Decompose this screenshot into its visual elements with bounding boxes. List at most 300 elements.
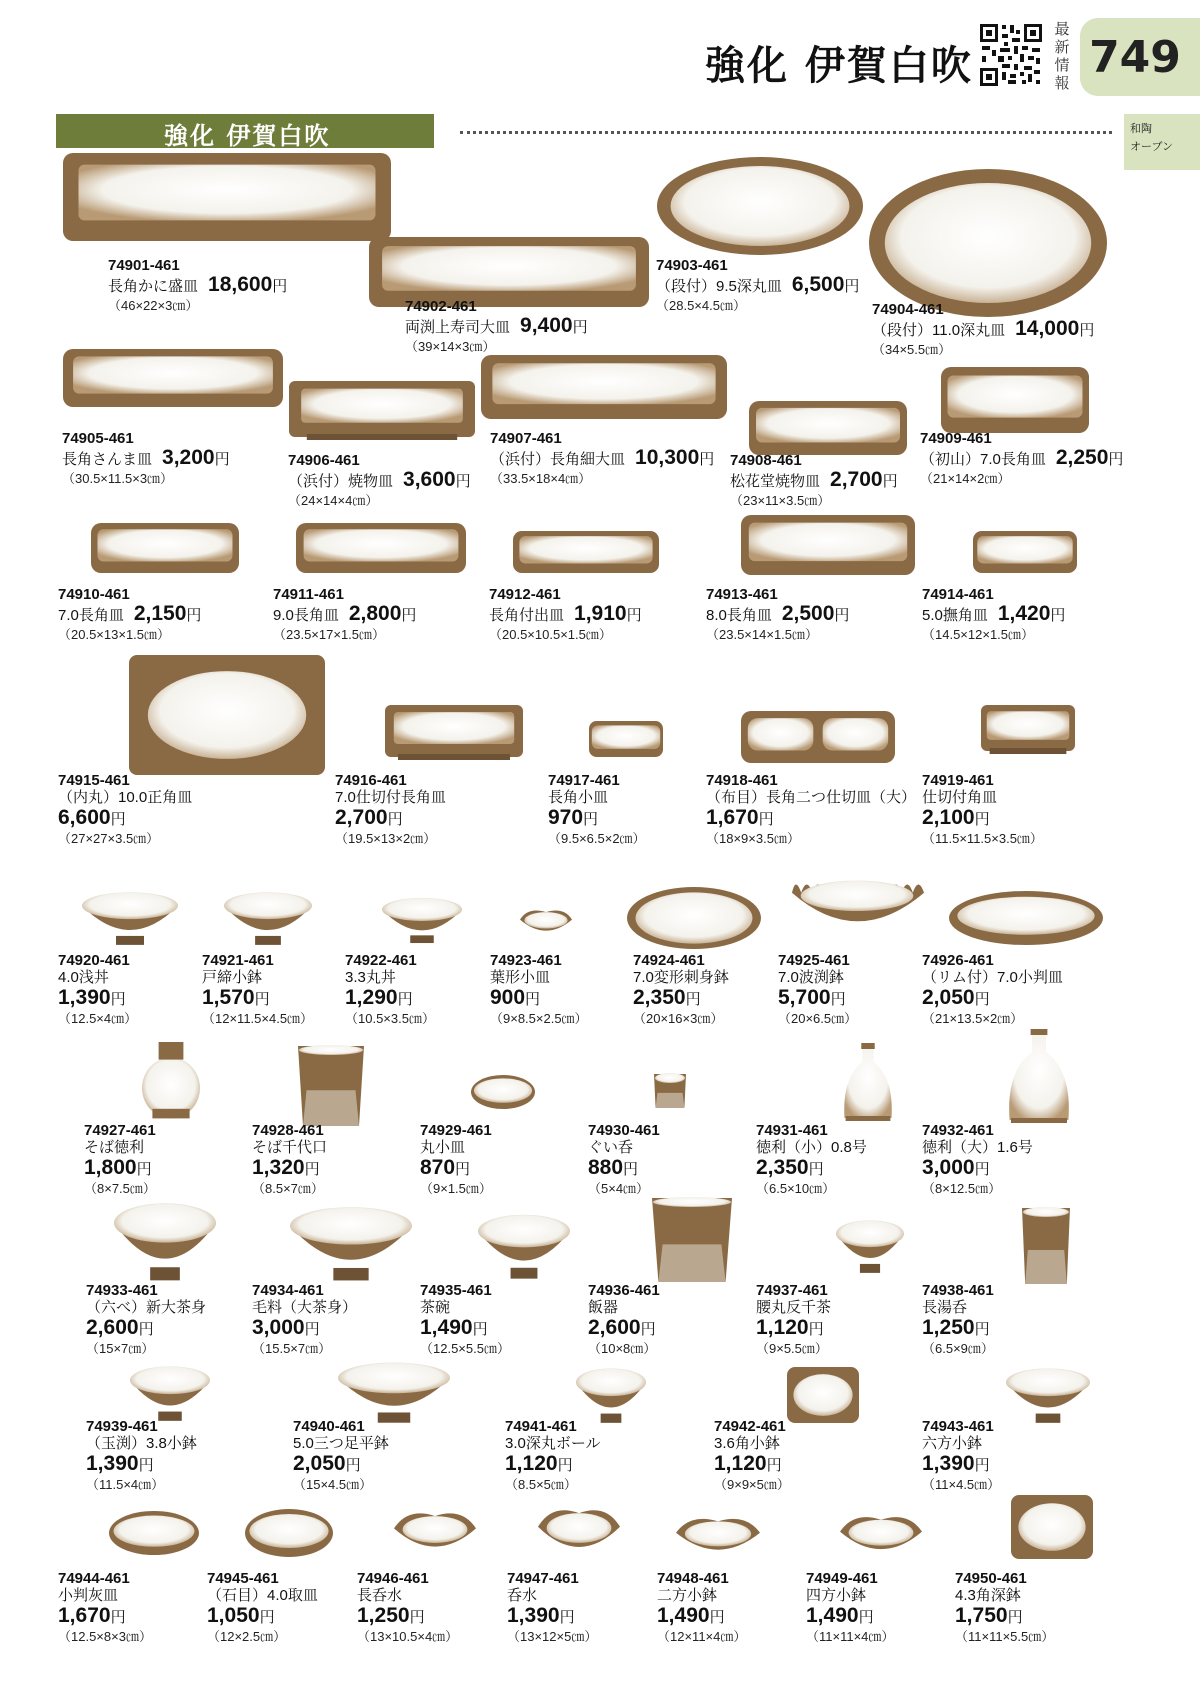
product-name: （浜付）焼物皿: [288, 473, 394, 490]
product-name: 腰丸反千茶: [756, 1299, 832, 1316]
product-name: （リム付）7.0小判皿: [922, 969, 1063, 986]
product-size: （12×2.5㎝）: [207, 1629, 287, 1644]
product-name: （六べ）新大茶身: [86, 1299, 207, 1316]
product-price: [756, 1316, 824, 1339]
product-image: [112, 1200, 218, 1282]
product-code: 74902-461: [405, 298, 477, 315]
product-info: [84, 1122, 156, 1197]
product-price-row: [633, 987, 729, 1011]
product-info: [806, 1570, 894, 1645]
product-price-row: [588, 1317, 660, 1341]
product-code: 74926-461: [922, 952, 994, 969]
product-info: [656, 257, 859, 314]
yen-unit: 円: [1108, 451, 1124, 468]
product-price: [84, 1156, 152, 1179]
product-image: [672, 1512, 764, 1564]
product-info: [207, 1570, 318, 1645]
price-value: 1,490: [420, 1316, 473, 1339]
product-info: [922, 1418, 1000, 1493]
product-code: 74927-461: [84, 1122, 156, 1139]
product-price-row: [922, 1453, 1000, 1477]
product-size: （21×13.5×2㎝）: [922, 1011, 1024, 1026]
product-image: [626, 886, 762, 950]
product-size: （9×8.5×2.5㎝）: [490, 1011, 588, 1026]
yen-unit: 円: [409, 1609, 425, 1626]
product-price-row: [922, 1317, 994, 1341]
product-size: （23.5×17×1.5㎝）: [273, 627, 386, 642]
product-price-row: [252, 1317, 357, 1341]
product-price: [1015, 317, 1094, 340]
product-size: （8.5×5㎝）: [505, 1477, 577, 1492]
yen-unit: 円: [138, 1457, 154, 1474]
product-size: （30.5×11.5×3㎝）: [62, 471, 174, 486]
product-price: [588, 1316, 656, 1339]
product-size: （8×12.5㎝）: [922, 1181, 1002, 1196]
price-value: 1,670: [58, 1604, 111, 1627]
product-price-row: [207, 1605, 318, 1629]
price-value: 1,390: [58, 986, 111, 1009]
price-value: 14,000: [1015, 317, 1080, 340]
product-image: [62, 152, 392, 242]
product-image: [740, 710, 896, 764]
product-code: 74933-461: [86, 1282, 158, 1299]
product-name: 4.3角深鉢: [955, 1587, 1021, 1604]
product-code: 74925-461: [778, 952, 850, 969]
product-name: 7.0長角皿: [58, 607, 124, 624]
product-name-row: [656, 274, 859, 298]
product-size: （9×5.5㎝）: [756, 1341, 828, 1356]
product-code: 74938-461: [922, 1282, 994, 1299]
product-price: [520, 314, 588, 337]
product-info: [288, 452, 471, 509]
product-image: [652, 1072, 688, 1110]
product-size: （15×4.5㎝）: [293, 1477, 373, 1492]
product-size: （9×9×5㎝）: [714, 1477, 790, 1492]
product-code: 74949-461: [806, 1570, 878, 1587]
product-size: （21×14×2㎝）: [920, 471, 1011, 486]
product-price: [58, 1604, 126, 1627]
product-size: （12×11×4㎝）: [657, 1629, 747, 1644]
yen-unit: 円: [1007, 1609, 1023, 1626]
price-value: 2,600: [86, 1316, 139, 1339]
product-code: 74905-461: [62, 430, 134, 447]
product-price-row: [84, 1157, 156, 1181]
product-name: 長角さんま皿: [62, 451, 153, 468]
product-image: [295, 522, 467, 574]
price-value: 1,250: [922, 1316, 975, 1339]
product-code: 74931-461: [756, 1122, 828, 1139]
product-info: [922, 1122, 1033, 1197]
price-value: 6,500: [791, 273, 845, 296]
product-code: 74928-461: [252, 1122, 324, 1139]
product-code: 74924-461: [633, 952, 705, 969]
price-value: 1,750: [955, 1604, 1008, 1627]
product-image: [80, 890, 180, 946]
product-code: 74934-461: [252, 1282, 324, 1299]
product-code: 74937-461: [756, 1282, 828, 1299]
product-image: [650, 1196, 734, 1284]
product-price-row: [756, 1157, 867, 1181]
product-size: （11.5×11.5×3.5㎝）: [922, 831, 1043, 846]
yen-unit: 円: [136, 1161, 152, 1178]
product-price-row: [548, 807, 646, 831]
product-image: [534, 1502, 624, 1564]
product-info: [273, 586, 416, 643]
product-image: [748, 400, 908, 456]
product-size: （12.5×4㎝）: [58, 1011, 138, 1026]
price-value: 1,420: [997, 602, 1051, 625]
product-price-row: [588, 1157, 660, 1181]
product-name: （布目）長角二つ仕切皿（大）: [706, 789, 917, 806]
product-name: 徳利（大）1.6号: [922, 1139, 1033, 1156]
price-value: 1,390: [922, 1452, 975, 1475]
price-value: 5,700: [778, 986, 831, 1009]
product-code: 74906-461: [288, 452, 360, 469]
product-name-row: [920, 447, 1123, 471]
product-image: [62, 348, 284, 408]
product-name: 六方小鉢: [922, 1435, 983, 1452]
price-value: 18,600: [208, 273, 273, 296]
product-image: [980, 704, 1076, 756]
product-name-row: [58, 603, 201, 627]
price-value: 2,700: [830, 468, 883, 491]
product-name: 長角小皿: [548, 789, 609, 806]
product-info: [955, 1570, 1054, 1645]
product-price: [922, 1156, 990, 1179]
product-code: 74944-461: [58, 1570, 130, 1587]
product-price: [420, 1156, 470, 1179]
product-price-row: [58, 807, 192, 831]
product-info: [86, 1418, 197, 1493]
product-price-row: [420, 1157, 492, 1181]
product-code: 74907-461: [490, 430, 562, 447]
price-value: 1,390: [86, 1452, 139, 1475]
product-code: 74941-461: [505, 1418, 577, 1435]
price-value: 2,250: [1055, 446, 1109, 469]
section-banner: 強化 伊賀白吹: [56, 114, 434, 148]
product-name: （初山）7.0長角皿: [920, 451, 1046, 468]
yen-unit: 円: [623, 1161, 639, 1178]
product-info: [108, 257, 287, 314]
product-code: 74916-461: [335, 772, 407, 789]
price-value: 2,050: [293, 1452, 346, 1475]
product-name-row: [62, 447, 230, 471]
product-info: [58, 772, 192, 847]
product-size: （24×14×4㎝）: [288, 493, 379, 508]
price-value: 1,570: [202, 986, 255, 1009]
product-price-row: [922, 807, 1043, 831]
product-name: 長湯呑: [922, 1299, 968, 1316]
price-value: 2,350: [633, 986, 686, 1009]
product-name: 8.0長角皿: [706, 607, 772, 624]
product-price: [507, 1604, 575, 1627]
product-image: [840, 1042, 896, 1122]
price-value: 1,120: [714, 1452, 767, 1475]
yen-unit: 円: [844, 278, 860, 295]
product-price: [922, 986, 990, 1009]
product-info: [252, 1122, 327, 1197]
product-image: [574, 1366, 648, 1424]
product-price: [293, 1452, 361, 1475]
product-size: （20.5×13×1.5㎝）: [58, 627, 171, 642]
product-info: [872, 301, 1094, 358]
product-image: [108, 1510, 200, 1556]
product-price: [252, 1316, 320, 1339]
yen-unit: 円: [626, 607, 642, 624]
product-name: 3.0深丸ボール: [505, 1435, 601, 1452]
product-code: 74919-461: [922, 772, 994, 789]
product-price: [714, 1452, 782, 1475]
product-size: （11×11×4㎝）: [806, 1629, 895, 1644]
product-price: [162, 446, 230, 469]
price-value: 3,000: [252, 1316, 305, 1339]
product-price: [792, 273, 860, 296]
product-name: 仕切付角皿: [922, 789, 998, 806]
product-name: 長呑水: [357, 1587, 403, 1604]
price-value: 900: [490, 986, 526, 1009]
price-value: 2,050: [922, 986, 975, 1009]
product-code: 74948-461: [657, 1570, 729, 1587]
yen-unit: 円: [808, 1321, 824, 1338]
yen-unit: 円: [974, 991, 990, 1008]
product-name: 戸締小鉢: [202, 969, 263, 986]
product-info: [335, 772, 446, 847]
product-name: そば千代口: [252, 1139, 328, 1156]
product-price: [955, 1604, 1023, 1627]
product-name: 3.3丸丼: [345, 969, 396, 986]
product-info: [490, 952, 588, 1027]
product-size: （5×4㎝）: [588, 1181, 650, 1196]
product-name-row: [706, 603, 849, 627]
yen-unit: 円: [304, 1161, 320, 1178]
yen-unit: 円: [259, 1609, 275, 1626]
product-image: [940, 366, 1090, 434]
yen-unit: 円: [110, 811, 126, 828]
product-price: [252, 1156, 320, 1179]
price-value: 9,400: [520, 314, 573, 337]
product-code: 74920-461: [58, 952, 130, 969]
product-price: [657, 1604, 725, 1627]
product-info: [548, 772, 646, 847]
product-price: [58, 986, 126, 1009]
dotted-divider: [460, 131, 1112, 134]
product-name: 7.0仕切付長角皿: [335, 789, 446, 806]
product-name: 5.0撫角皿: [922, 607, 988, 624]
price-value: 3,200: [162, 446, 215, 469]
product-code: 74915-461: [58, 772, 130, 789]
category-side-tab[interactable]: 和陶 オーブン: [1124, 114, 1200, 170]
price-value: 1,670: [706, 806, 759, 829]
yen-unit: 円: [557, 1457, 573, 1474]
product-size: （20×16×3㎝）: [633, 1011, 724, 1026]
product-price-row: [706, 807, 916, 831]
product-name-row: [288, 469, 471, 493]
product-price: [86, 1316, 154, 1339]
product-info: [507, 1570, 597, 1645]
product-image: [336, 1360, 452, 1424]
product-size: （34×5.5㎝）: [872, 342, 952, 357]
product-name: （段付）9.5深丸皿: [656, 278, 782, 295]
price-value: 6,600: [58, 806, 111, 829]
product-size: （6.5×10㎝）: [756, 1181, 836, 1196]
product-price: [1056, 446, 1124, 469]
product-size: （15×7㎝）: [86, 1341, 155, 1356]
product-code: 74939-461: [86, 1418, 158, 1435]
product-image: [740, 514, 916, 576]
yen-unit: 円: [974, 811, 990, 828]
product-price-row: [778, 987, 857, 1011]
price-value: 1,490: [806, 1604, 859, 1627]
product-info: [420, 1122, 492, 1197]
product-name-row: [405, 315, 588, 339]
product-size: （11.5×4㎝）: [86, 1477, 165, 1492]
yen-unit: 円: [709, 1609, 725, 1626]
product-info: [756, 1122, 867, 1197]
product-image: [1004, 1366, 1092, 1424]
product-size: （13×10.5×4㎝）: [357, 1629, 459, 1644]
product-price: [922, 806, 990, 829]
product-image: [1020, 1206, 1072, 1286]
product-image: [480, 354, 728, 420]
product-size: （15.5×7㎝）: [252, 1341, 332, 1356]
product-price: [134, 602, 202, 625]
price-value: 970: [548, 806, 584, 829]
yen-unit: 円: [834, 607, 850, 624]
product-price: [778, 986, 846, 1009]
product-size: （10×8㎝）: [588, 1341, 657, 1356]
yen-unit: 円: [186, 607, 202, 624]
product-size: （20.5×10.5×1.5㎝）: [489, 627, 612, 642]
product-size: （9.5×6.5×2㎝）: [548, 831, 646, 846]
yen-unit: 円: [272, 278, 288, 295]
product-name: そば徳利: [84, 1139, 145, 1156]
product-info: [58, 952, 137, 1027]
product-code: 74901-461: [108, 257, 180, 274]
product-size: （14.5×12×1.5㎝）: [922, 627, 1035, 642]
product-name: 飯器: [588, 1299, 619, 1316]
product-code: 74932-461: [922, 1122, 994, 1139]
yen-unit: 円: [974, 1161, 990, 1178]
product-name: （内丸）10.0正角皿: [58, 789, 193, 806]
product-image: [836, 1510, 926, 1564]
product-info: [588, 1122, 660, 1197]
product-size: （8×7.5㎝）: [84, 1181, 156, 1196]
product-code: 74903-461: [656, 257, 728, 274]
price-value: 1,120: [756, 1316, 809, 1339]
product-code: 74945-461: [207, 1570, 279, 1587]
product-name: 丸小皿: [420, 1139, 466, 1156]
product-info: [58, 1570, 152, 1645]
product-code: 74918-461: [706, 772, 778, 789]
product-name: 茶碗: [420, 1299, 451, 1316]
product-image: [512, 530, 660, 574]
price-value: 880: [588, 1156, 624, 1179]
product-name: 葉形小皿: [490, 969, 551, 986]
product-size: （33.5×18×4㎝）: [490, 471, 592, 486]
product-info: [778, 952, 857, 1027]
price-value: 1,490: [657, 1604, 710, 1627]
product-info: [588, 1282, 660, 1357]
price-value: 1,390: [507, 1604, 560, 1627]
product-price: [403, 468, 471, 491]
yen-unit: 円: [685, 991, 701, 1008]
price-value: 1,250: [357, 1604, 410, 1627]
product-price: [207, 1604, 275, 1627]
yen-unit: 円: [401, 607, 417, 624]
product-name: 小判灰皿: [58, 1587, 119, 1604]
product-name: 5.0三つ足平鉢: [293, 1435, 389, 1452]
price-value: 2,500: [781, 602, 835, 625]
product-size: （6.5×9㎝）: [922, 1341, 994, 1356]
product-price-row: [252, 1157, 327, 1181]
product-name: 長角かに盛皿: [108, 278, 199, 295]
product-info: [922, 952, 1063, 1027]
yen-unit: 円: [572, 319, 588, 336]
product-price-row: [86, 1317, 206, 1341]
product-info: [706, 772, 916, 847]
product-size: （12.5×8×3㎝）: [58, 1629, 152, 1644]
yen-unit: 円: [758, 811, 774, 828]
product-image: [90, 522, 240, 574]
product-info: [756, 1282, 831, 1357]
product-code: 74917-461: [548, 772, 620, 789]
yen-unit: 円: [214, 451, 230, 468]
product-price-row: [922, 1157, 1033, 1181]
product-code: 74910-461: [58, 586, 130, 603]
product-code: 74921-461: [202, 952, 274, 969]
price-value: 2,600: [588, 1316, 641, 1339]
product-size: （46×22×3㎝）: [108, 298, 199, 313]
product-price: [574, 602, 642, 625]
product-code: 74946-461: [357, 1570, 429, 1587]
yen-unit: 円: [525, 991, 541, 1008]
product-price-row: [505, 1453, 601, 1477]
product-price: [357, 1604, 425, 1627]
product-image: [222, 890, 314, 946]
product-price-row: [357, 1605, 458, 1629]
qr-code-icon[interactable]: [978, 22, 1044, 88]
product-size: （20×6.5㎝）: [778, 1011, 858, 1026]
product-price: [202, 986, 270, 1009]
product-name: 長角付出皿: [489, 607, 565, 624]
product-image: [834, 1218, 906, 1274]
product-name: 3.6角小鉢: [714, 1435, 780, 1452]
product-code: 74923-461: [490, 952, 562, 969]
product-name-row: [922, 603, 1065, 627]
product-image: [948, 890, 1104, 946]
price-value: 2,800: [348, 602, 402, 625]
product-code: 74914-461: [922, 586, 994, 603]
product-name: （浜付）長角細大皿: [490, 451, 626, 468]
yen-unit: 円: [455, 473, 471, 490]
product-price-row: [922, 987, 1063, 1011]
product-info: [86, 1282, 206, 1357]
price-value: 870: [420, 1156, 456, 1179]
product-image: [470, 1074, 536, 1110]
product-info: [505, 1418, 601, 1493]
product-image: [1010, 1494, 1094, 1560]
product-info: [633, 952, 729, 1027]
product-price: [345, 986, 413, 1009]
product-price-row: [507, 1605, 597, 1629]
product-image: [786, 1366, 860, 1424]
product-image: [288, 1204, 414, 1282]
product-price-row: [293, 1453, 389, 1477]
product-name: 7.0波渕鉢: [778, 969, 844, 986]
yen-unit: 円: [397, 991, 413, 1008]
product-code: 74943-461: [922, 1418, 994, 1435]
yen-unit: 円: [254, 991, 270, 1008]
